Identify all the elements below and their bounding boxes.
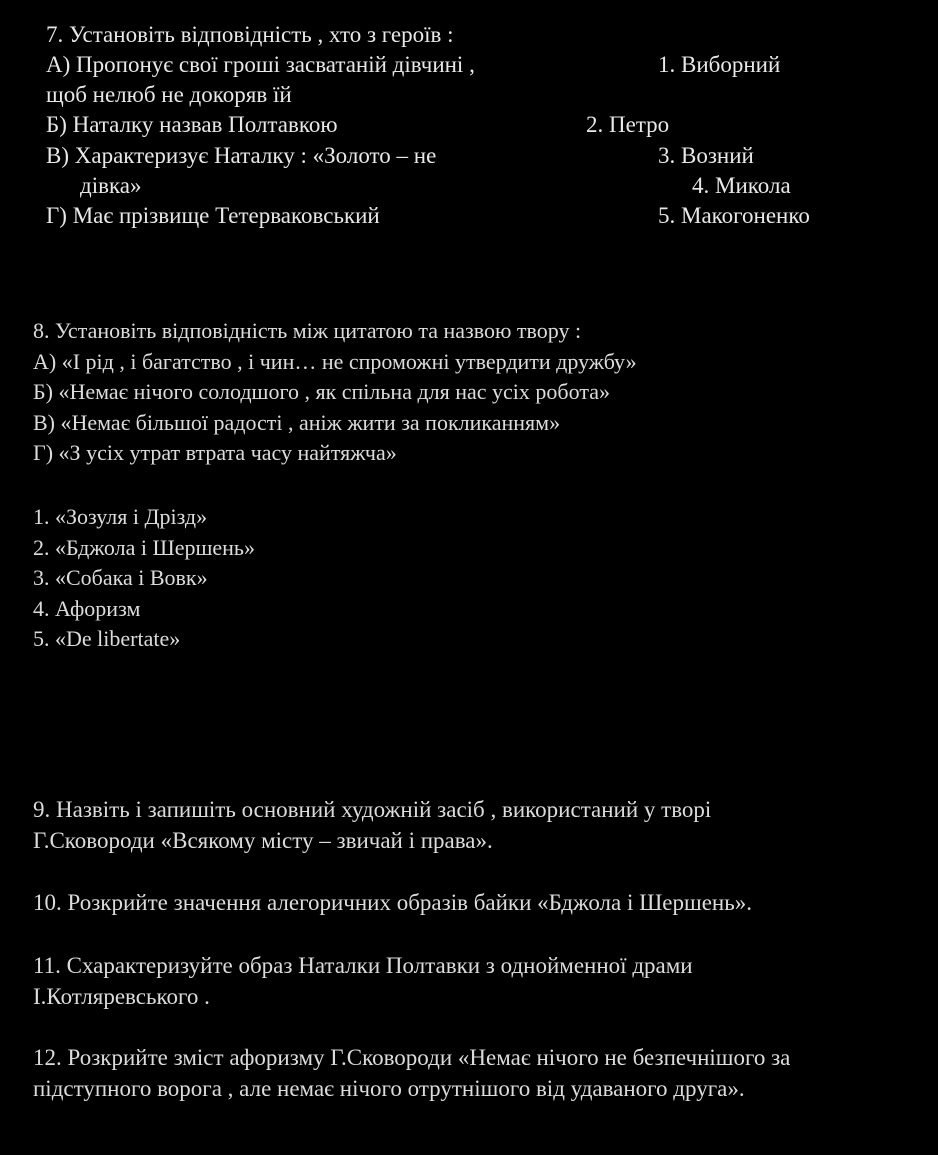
q7-option-v-line1: В) Характеризує Наталку : «Золото – не (46, 143, 437, 168)
q7-option-b: Б) Наталку назвав Полтавкою (46, 112, 338, 137)
question-10 (33, 887, 752, 918)
question-8-title: 8. Установіть відповідність між цитатою та назвою твору : (33, 318, 582, 343)
q7-option-a-line1: А) Пропонує свої гроші засватаній дівчині , (46, 52, 475, 77)
q8-quote-b: Б) «Немає нічого солодшого , як спільна для нас усіх робота» (33, 379, 610, 404)
q7-answer-1: 1. Виборний (658, 52, 781, 77)
question-11 (33, 950, 693, 1012)
q8-work-1: 1. «Зозуля і Дрізд» (33, 504, 208, 529)
q7-option-v-line2: дівка» (80, 173, 142, 198)
q7-answer-4: 4. Микола (692, 173, 791, 198)
q10-line-1: 10. Розкрийте значення алегоричних образів байки «Бджола і Шершень». (33, 890, 752, 915)
question-9 (33, 794, 711, 856)
q11-line-2: І.Котляревського . (33, 984, 210, 1009)
q7-option-g: Г) Має прізвище Тетерваковський (46, 203, 380, 228)
question-7-title: 7. Установіть відповідність , хто з героїв : (46, 22, 454, 47)
q12-line-2: підступного ворога , але немає нічого отрутнішого від удаваного друга». (33, 1076, 745, 1101)
q7-answer-3: 3. Возний (658, 143, 754, 168)
question-8 (33, 316, 637, 469)
q7-answer-2: 2. Петро (586, 112, 670, 137)
q9-line-1: 9. Назвіть і запишіть основний художній засіб , використаний у творі (33, 797, 712, 822)
q8-work-2: 2. «Бджола і Шершень» (33, 534, 255, 560)
q8-quote-g: Г) «З усіх утрат втрата часу найтяжча» (33, 440, 397, 465)
question-12 (33, 1042, 790, 1104)
q7-option-a-line2: щоб нелюб не докоряв їй (46, 82, 292, 107)
q12-line-1: 12. Розкрийте зміст афоризму Г.Сковороди «Немає нічого не безпечнішого за (33, 1045, 791, 1070)
q8-work-5: 5. «De libertate» (33, 626, 181, 651)
q11-line-1: 11. Схарактеризуйте образ Наталки Полтавки з однойменної драми (33, 953, 693, 978)
q8-works-list (33, 502, 255, 655)
q8-quote-v: В) «Немає більшої радості , аніж жити за покликанням» (33, 409, 561, 435)
q8-quote-a: А) «І рід , і багатство , і чин… не спроможні утвердити дружбу» (33, 348, 637, 374)
q9-line-2: Г.Сковороди «Всякому місту – звичай і права». (33, 828, 493, 853)
q7-answer-5: 5. Макогоненко (658, 203, 810, 228)
q8-work-4: 4. Афоризм (33, 595, 141, 621)
q8-work-3: 3. «Собака і Вовк» (33, 565, 208, 590)
